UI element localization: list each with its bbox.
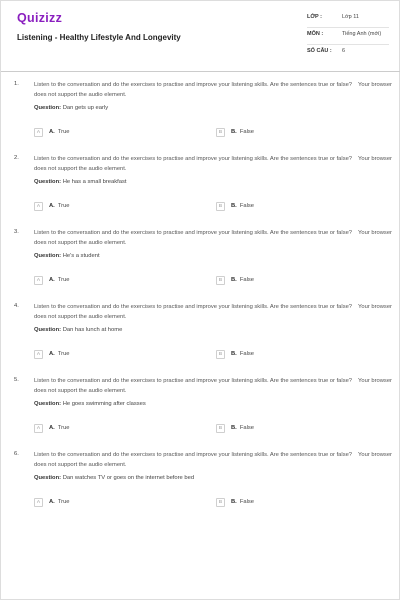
- question-block: [1, 155, 400, 229]
- option-a-letter: A.: [49, 129, 55, 135]
- option-a-checkbox[interactable]: A: [34, 350, 43, 359]
- question-number: 4.: [14, 303, 19, 309]
- option-a[interactable]: [34, 423, 70, 433]
- question-instruction: Listen to the conversation and do the exercises to practise and improve your listening skills. Are the sentences true or false? Your browser does not support the audio element.: [34, 156, 392, 172]
- option-a-text: True: [57, 203, 70, 209]
- meta-label: LỚP :: [307, 14, 322, 20]
- option-a-checkbox[interactable]: A: [34, 424, 43, 433]
- option-b-text: False: [239, 129, 254, 135]
- option-a-text: True: [57, 351, 70, 357]
- option-b-letter: B.: [231, 499, 237, 505]
- option-a-checkbox[interactable]: A: [34, 202, 43, 211]
- question-block: [1, 451, 400, 525]
- question-number: 5.: [14, 377, 19, 383]
- option-b-letter: B.: [231, 203, 237, 209]
- meta-label: MÔN :: [307, 31, 324, 37]
- meta-value: Tiếng Anh (mới): [342, 31, 382, 37]
- option-b[interactable]: [216, 423, 254, 433]
- option-a[interactable]: [34, 127, 70, 137]
- question-number: 3.: [14, 229, 19, 235]
- option-a-checkbox[interactable]: A: [34, 276, 43, 285]
- option-a-checkbox[interactable]: A: [34, 128, 43, 137]
- option-b-text: False: [239, 425, 254, 431]
- option-a-text: True: [57, 499, 70, 505]
- question-text: Question: Dan watches TV or goes on the internet before bed: [34, 475, 195, 481]
- option-b-letter: B.: [231, 351, 237, 357]
- option-a-letter: A.: [49, 277, 55, 283]
- option-a-letter: A.: [49, 499, 55, 505]
- option-b-letter: B.: [231, 129, 237, 135]
- option-b-checkbox[interactable]: B: [216, 424, 225, 433]
- option-b[interactable]: [216, 201, 254, 211]
- audio-fallback-text: Your browser does not support the audio element.: [34, 230, 392, 246]
- meta-value: Lớp 11: [342, 14, 359, 20]
- meta-label: SỐ CÂU :: [307, 48, 332, 54]
- question-block: [1, 81, 400, 155]
- audio-fallback-text: Your browser does not support the audio element.: [34, 378, 392, 394]
- question-instruction: Listen to the conversation and do the exercises to practise and improve your listening skills. Are the sentences true or false? Your browser does not support the audio element.: [34, 452, 392, 468]
- audio-fallback-text: Your browser does not support the audio element.: [34, 82, 392, 98]
- option-b-letter: B.: [231, 277, 237, 283]
- option-a[interactable]: [34, 349, 70, 359]
- option-b-checkbox[interactable]: B: [216, 276, 225, 285]
- worksheet-title: Listening - Healthy Lifestyle And Longevity: [17, 33, 181, 42]
- meta-info: [307, 11, 389, 61]
- question-instruction: Listen to the conversation and do the exercises to practise and improve your listening skills. Are the sentences true or false? Your browser does not support the audio element.: [34, 378, 392, 394]
- option-a-text: True: [57, 425, 70, 431]
- option-a-letter: A.: [49, 203, 55, 209]
- option-a-letter: A.: [49, 351, 55, 357]
- audio-fallback-text: Your browser does not support the audio element.: [34, 156, 392, 172]
- meta-value: 6: [342, 48, 346, 54]
- option-b[interactable]: [216, 275, 254, 285]
- option-b-checkbox[interactable]: B: [216, 350, 225, 359]
- option-b-text: False: [239, 203, 254, 209]
- option-a-checkbox[interactable]: A: [34, 498, 43, 507]
- option-b[interactable]: [216, 349, 254, 359]
- question-block: [1, 303, 400, 377]
- meta-row-class: [307, 11, 389, 28]
- question-block: [1, 377, 400, 451]
- meta-row-question-count: [307, 45, 389, 61]
- question-text: Question: He goes swimming after classes: [34, 401, 146, 407]
- option-b-letter: B.: [231, 425, 237, 431]
- option-b-text: False: [239, 351, 254, 357]
- question-number: 2.: [14, 155, 19, 161]
- question-block: [1, 229, 400, 303]
- question-instruction: Listen to the conversation and do the exercises to practise and improve your listening skills. Are the sentences true or false? Your browser does not support the audio element.: [34, 230, 392, 246]
- question-text: Question: He has a small breakfast: [34, 179, 127, 185]
- audio-fallback-text: Your browser does not support the audio element.: [34, 452, 392, 468]
- question-number: 6.: [14, 451, 19, 457]
- option-b-text: False: [239, 277, 254, 283]
- question-text: Question: Dan gets up early: [34, 105, 109, 111]
- option-a[interactable]: [34, 275, 70, 285]
- option-a-text: True: [57, 129, 70, 135]
- option-b-checkbox[interactable]: B: [216, 202, 225, 211]
- question-instruction: Listen to the conversation and do the exercises to practise and improve your listening skills. Are the sentences true or false? Your browser does not support the audio element.: [34, 304, 392, 320]
- option-b[interactable]: [216, 127, 254, 137]
- question-number: 1.: [14, 81, 19, 87]
- option-b-checkbox[interactable]: B: [216, 498, 225, 507]
- option-b-text: False: [239, 499, 254, 505]
- option-a[interactable]: [34, 201, 70, 211]
- question-instruction: Listen to the conversation and do the exercises to practise and improve your listening skills. Are the sentences true or false? Your browser does not support the audio element.: [34, 82, 392, 98]
- option-a[interactable]: [34, 497, 70, 507]
- audio-fallback-text: Your browser does not support the audio element.: [34, 304, 392, 320]
- quizizz-logo: Quizizz: [17, 11, 63, 25]
- option-a-letter: A.: [49, 425, 55, 431]
- meta-row-subject: [307, 28, 389, 45]
- worksheet-header: [1, 1, 400, 72]
- option-a-text: True: [57, 277, 70, 283]
- question-text: Question: He's a student: [34, 253, 100, 259]
- option-b-checkbox[interactable]: B: [216, 128, 225, 137]
- option-b[interactable]: [216, 497, 254, 507]
- question-text: Question: Dan has lunch at home: [34, 327, 123, 333]
